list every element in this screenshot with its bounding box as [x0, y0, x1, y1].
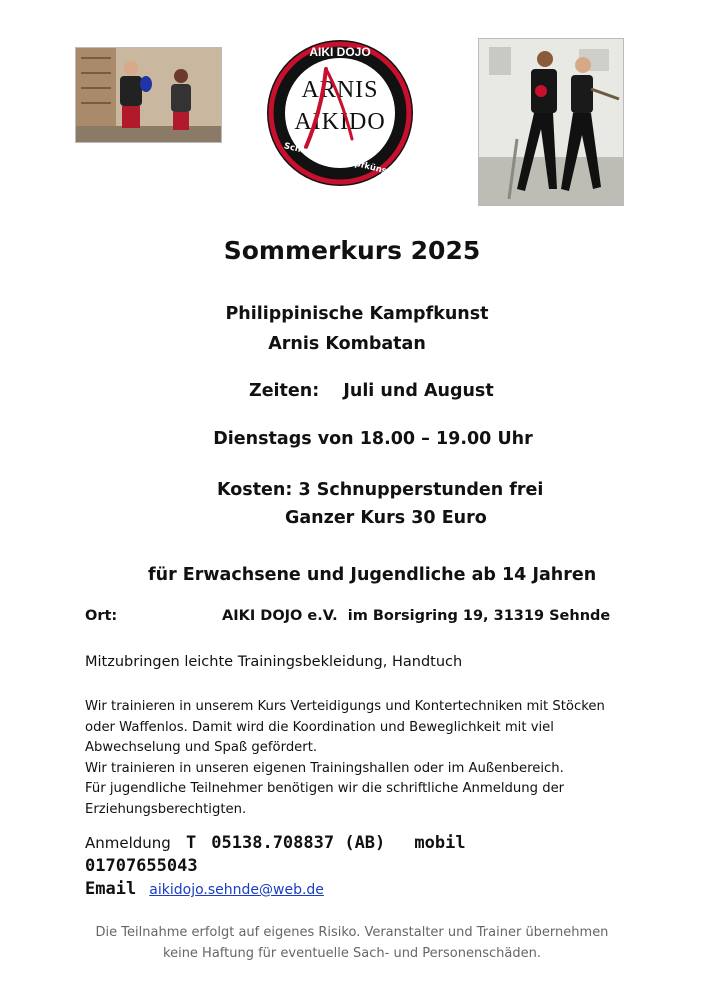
email-label: Email	[85, 879, 137, 899]
logo-line-2: AIKIDO	[294, 109, 386, 135]
training-photo-right	[478, 38, 624, 206]
location-row	[85, 608, 685, 624]
times-row	[249, 381, 569, 401]
subtitle-line-2: Arnis Kombatan	[268, 334, 426, 354]
logo-top-text: AIKI DOJO	[309, 45, 371, 59]
times-label: Zeiten:	[249, 381, 320, 401]
phone-prefix: T	[185, 833, 197, 853]
description-line: Wir trainieren in unseren eigenen Trainingshallen oder im Außenbereich.	[85, 760, 564, 776]
subtitle-line-1: Philippinische Kampfkunst	[225, 304, 489, 324]
disclaimer-line-2: keine Haftung für eventuelle Sach- und Personenschäden.	[163, 946, 541, 961]
description	[85, 697, 645, 820]
page-title: Sommerkurs 2025	[223, 236, 481, 265]
logo-line-1: ARNIS	[301, 77, 379, 103]
schedule: Dienstags von 18.00 – 19.00 Uhr	[213, 429, 533, 449]
sparring-photo-graphic	[76, 48, 221, 142]
description-line: oder Waffenlos. Damit wird die Koordination und Beweglichkeit mit viel	[85, 719, 554, 735]
description-line: Abwechselung und Spaß gefördert.	[85, 740, 318, 755]
mobile-label: mobil	[414, 833, 466, 853]
email-link[interactable]: aikidojo.sehnde@web.de	[149, 882, 324, 898]
phone-number[interactable]: 05138.708837 (AB)	[211, 833, 386, 853]
logo-arc-text: Schule für Kampfkünste	[282, 141, 398, 179]
anmeldung-label: Anmeldung	[85, 834, 171, 852]
description-line: Erziehungsberechtigten.	[85, 801, 247, 817]
contact-email-row	[85, 879, 324, 899]
bring-note: Mitzubringen leichte Trainingsbekleidung, Handtuch	[85, 654, 463, 670]
times-value: Juli und August	[343, 381, 494, 401]
costs-line-2: Ganzer Kurs 30 Euro	[285, 508, 487, 528]
contact-line-1	[85, 833, 685, 853]
mobile-number[interactable]: 01707655043	[85, 856, 198, 876]
location-value: AIKI DOJO e.V. im Borsigring 19, 31319 Sehnde	[222, 608, 611, 624]
costs-line-1: Kosten: 3 Schnupperstunden frei	[217, 480, 544, 500]
description-line: Wir trainieren in unserem Kurs Verteidigungs und Kontertechniken mit Stöcken	[85, 699, 605, 714]
disclaimer-line-1: Die Teilnahme erfolgt auf eigenes Risiko. Veranstalter und Trainer übernehmen	[95, 925, 609, 940]
location-label: Ort:	[85, 608, 118, 624]
dojo-logo	[264, 39, 416, 187]
audience: für Erwachsene und Jugendliche ab 14 Jahren	[148, 565, 597, 585]
disclaimer	[0, 922, 704, 964]
stick-fighting-photo-graphic	[479, 39, 623, 205]
description-line: Für jugendliche Teilnehmer benötigen wir die schriftliche Anmeldung der	[85, 781, 565, 796]
training-photo-left	[75, 47, 222, 143]
